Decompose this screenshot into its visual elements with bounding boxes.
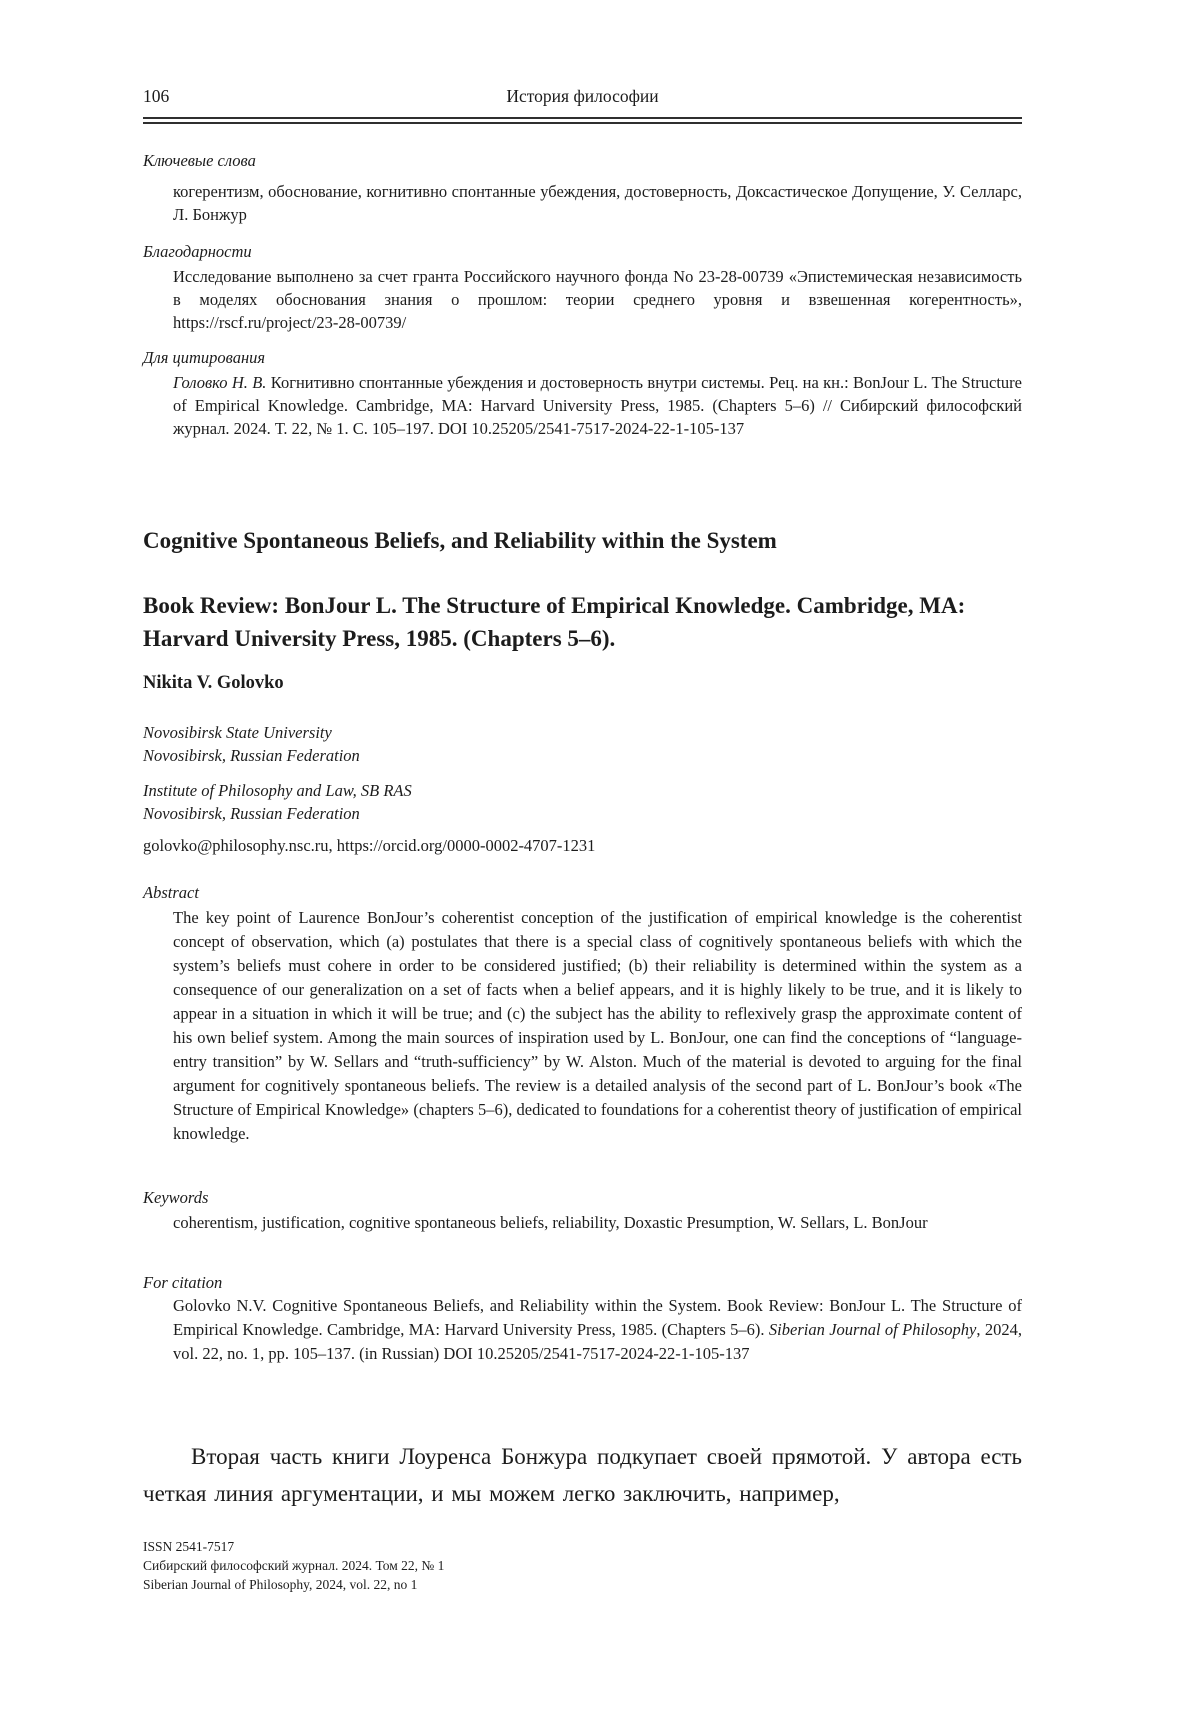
affiliation-1 — [143, 721, 1022, 767]
running-head-title: История философии — [506, 86, 659, 106]
section-citation-ru — [143, 346, 1022, 440]
keywords-en-text: coherentism, justification, cognitive spontaneous beliefs, reliability, Doxastic Presumption, W. Sellars, L. BonJour — [173, 1213, 928, 1232]
affiliation-2 — [143, 779, 1022, 825]
page-footer — [143, 1537, 1022, 1594]
author-email[interactable]: golovko@philosophy.nsc.ru — [143, 836, 329, 855]
footer-issn: ISSN 2541-7517 — [143, 1539, 235, 1554]
keywords-ru-text: когерентизм, обоснование, когнитивно спонтанные убеждения, достоверность, Доксастическое Допущение, У. Селларс, Л. Бонжур — [173, 182, 1022, 224]
contact-line — [143, 834, 1022, 857]
section-acknowledgements-ru — [143, 240, 1022, 334]
section-abstract — [143, 881, 1022, 1146]
article-subtitle-en: Book Review: BonJour L. The Structure of Empirical Knowledge. Cambridge, MA: Harvard University Press, 1985. (Chapters 5–6). — [143, 593, 966, 651]
header-rule — [143, 117, 1022, 124]
citation-ru-text — [173, 371, 1022, 440]
citation-ru-author: Головко Н. В. — [173, 373, 267, 392]
contact-separator: , — [328, 836, 337, 855]
running-header — [143, 84, 1022, 108]
section-for-citation — [143, 1271, 1022, 1366]
affiliation-2-location: Novosibirsk, Russian Federation — [143, 804, 360, 823]
for-citation-after: , 2024, vol. 22, no. 1, pp. 105–137. (in Russian) DOI 10.25205/2541-7517-2024-22-1-105-137 — [173, 1320, 1022, 1363]
acknowledgements-grant-url[interactable]: https://rscf.ru/project/23-28-00739/ — [173, 313, 407, 332]
section-keywords-ru — [143, 149, 1022, 226]
footer-journal-en: Siberian Journal of Philosophy, 2024, vol. 22, no 1 — [143, 1577, 418, 1592]
author-orcid-url[interactable]: https://orcid.org/0000-0002-4707-1231 — [336, 836, 596, 855]
affiliation-1-location: Novosibirsk, Russian Federation — [143, 746, 360, 765]
acknowledgements-body-text: Исследование выполнено за счет гранта Российского научного фонда No 23-28-00739 «Эпистемическая независимость в моделях обоснования знания о прошлом: теории среднего уровня и взвешенная когерентность», — [173, 267, 1022, 309]
for-citation-label: For citation — [143, 1273, 223, 1292]
footer-journal-ru: Сибирский философский журнал. 2024. Том 22, № 1 — [143, 1558, 445, 1573]
for-citation-journal: Siberian Journal of Philosophy — [768, 1320, 977, 1339]
citation-ru-body: Когнитивно спонтанные убеждения и достоверность внутри системы. Рец. на кн.: BonJour L. The Structure of Empirical Knowledge. Cambridge, MA: Harvard University Press, 1985. (Chapters 5–6) // Сибирский философский журнал. 2024. Т. 22, № 1. С. 105–197. DOI 10.25205/2541-7517-2024-22-1-105-137 — [173, 373, 1023, 438]
keywords-en-label: Keywords — [143, 1188, 209, 1207]
acknowledgements-label: Благодарности — [143, 242, 252, 261]
affiliation-1-institution: Novosibirsk State University — [143, 723, 332, 742]
page-number: 106 — [143, 86, 170, 106]
article-title-en: Cognitive Spontaneous Beliefs, and Reliability within the System — [143, 528, 777, 553]
keywords-ru-label: Ключевые слова — [143, 151, 256, 170]
author-name: Nikita V. Golovko — [143, 673, 284, 693]
for-citation-text — [173, 1294, 1022, 1366]
section-keywords-en — [143, 1186, 1022, 1235]
citation-ru-label: Для цитирования — [143, 348, 266, 367]
acknowledgements-text — [173, 265, 1022, 334]
article-body-paragraph: Вторая часть книги Лоуренса Бонжура подкупает своей прямотой. У автора есть четкая линия аргументации, и мы можем легко заключить, например, — [143, 1444, 1022, 1506]
abstract-label: Abstract — [143, 883, 199, 902]
affiliation-2-institution: Institute of Philosophy and Law, SB RAS — [143, 781, 412, 800]
abstract-text: The key point of Laurence BonJour’s coherentist conception of the justification of empirical knowledge is the coherentist concept of observation, which (a) postulates that there is a special class of cognitively spontaneous beliefs with which the system’s beliefs must cohere in order to be considered justified; (b) their reliability is determined within the system as a consequence of our generalization on a set of facts when a belief appears, and it is highly likely to be true, and it is likely to appear in a situation in which it will be true; and (c) the subject has the ability to reflexively grasp the approximate content of his own belief system. Among the main sources of inspiration used by L. BonJour, one can find the conceptions of “language-entry transition” by W. Sellars and “truth-sufficiency” by W. Alston. Much of the material is devoted to arguing for the final argument for cognitively spontaneous beliefs. The review is a detailed analysis of the second part of L. BonJour’s book «The Structure of Empirical Knowledge» (chapters 5–6), dedicated to foundations for a coherentist theory of justification of empirical knowledge. — [173, 908, 1022, 1143]
for-citation-before: Golovko N.V. Cognitive Spontaneous Beliefs, and Reliability within the System. Book Review: BonJour L. The Structure of Empirical Knowledge. Cambridge, MA: Harvard University Press, 1985. (Chapters 5–6). — [173, 1296, 1022, 1339]
